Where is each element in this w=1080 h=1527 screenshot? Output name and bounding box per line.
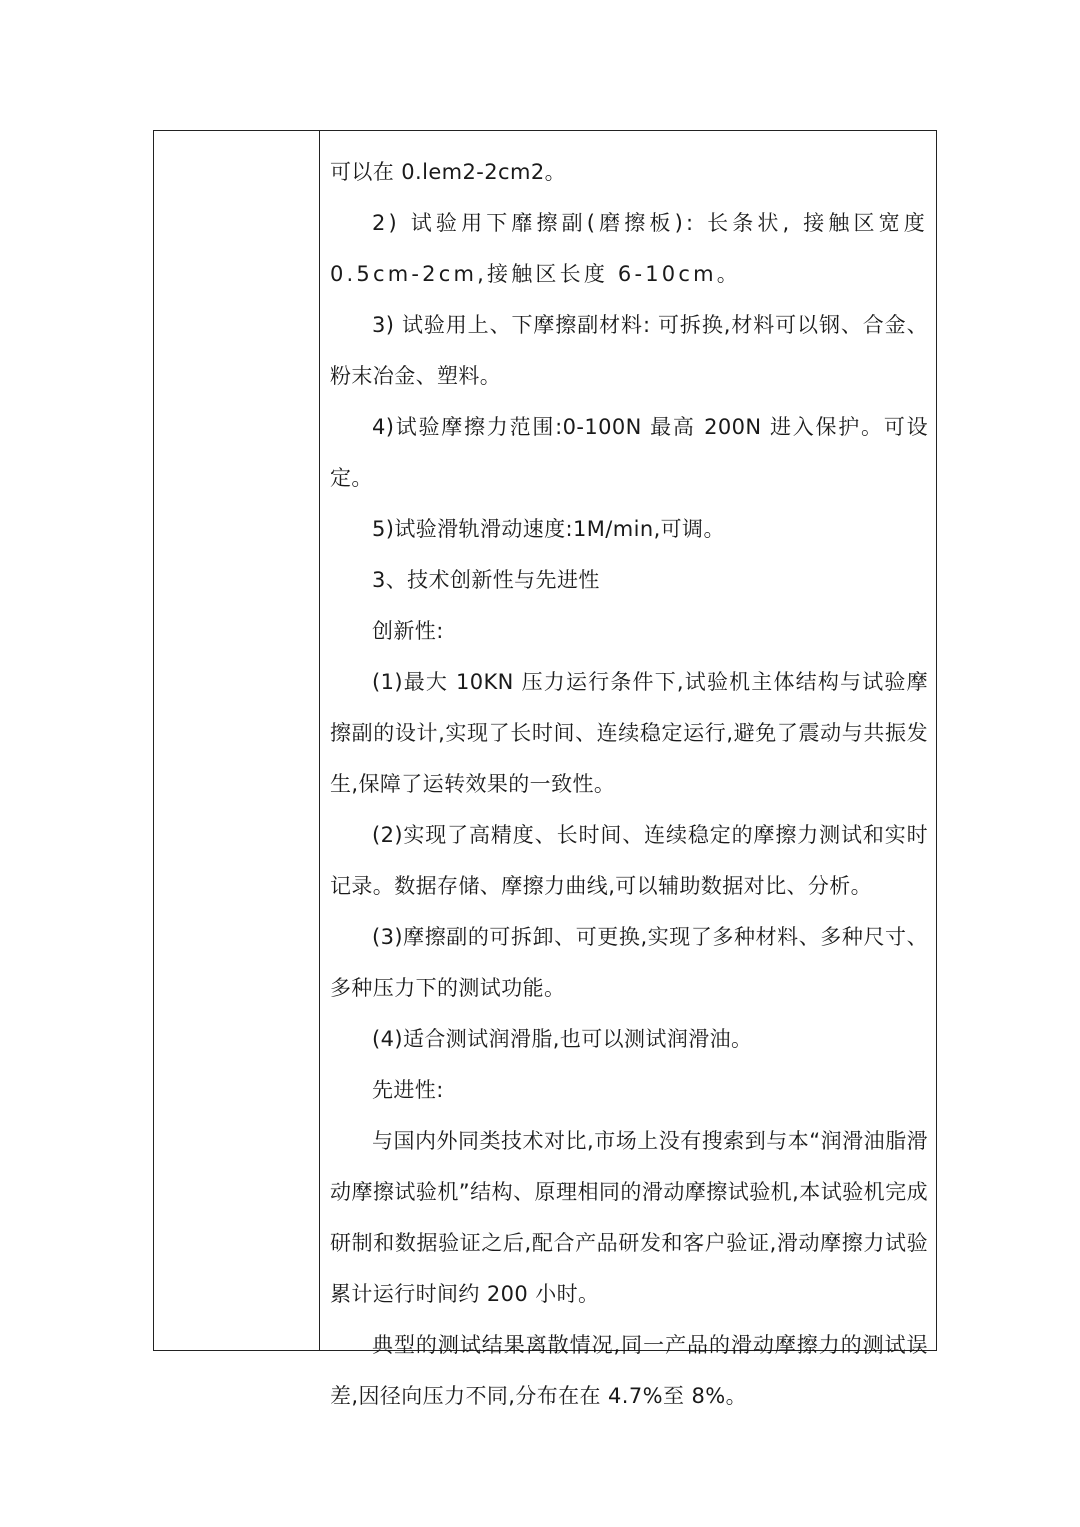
paragraph-innovation-2: (2)实现了高精度、长时间、连续稳定的摩擦力测试和实时记录。数据存储、摩擦力曲线,可以辅助数据对比、分析。 — [330, 823, 928, 898]
table-left-column — [154, 131, 320, 1350]
subheading-advancement: 先进性: — [372, 1078, 444, 1102]
paragraph-3: 3) 试验用上、下摩擦副材料: 可拆换,材料可以钢、合金、粉末冶金、塑料。 — [330, 313, 928, 388]
subheading-innovation: 创新性: — [372, 619, 444, 643]
paragraph-4: 4)试验摩擦力范围:0-100N 最高 200N 进入保护。可设定。 — [330, 415, 928, 490]
table-content-cell — [320, 131, 936, 1408]
paragraph-innovation-1: (1)最大 10KN 压力运行条件下,试验机主体结构与试验摩擦副的设计,实现了长时间、连续稳定运行,避免了震动与共振发生,保障了运转效果的一致性。 — [330, 670, 928, 796]
paragraph-1: 可以在 0.lem2-2cm2。 — [330, 160, 566, 184]
section-heading-innovation: 3、技术创新性与先进性 — [372, 568, 600, 592]
paragraph-innovation-3: (3)摩擦副的可拆卸、可更换,实现了多种材料、多种尺寸、多种压力下的测试功能。 — [330, 925, 928, 1000]
paragraph-advancement: 与国内外同类技术对比,市场上没有搜索到与本“润滑油脂滑动摩擦试验机”结构、原理相同的滑动摩擦试验机,本试验机完成研制和数据验证之后,配合产品研发和客户验证,滑动摩擦力试验累计运行时间约 200 小时。 — [330, 1129, 928, 1306]
paragraph-5: 5)试验滑轨滑动速度:1M/min,可调。 — [372, 517, 725, 541]
paragraph-innovation-4: (4)适合测试润滑脂,也可以测试润滑油。 — [372, 1027, 753, 1051]
paragraph-test-results: 典型的测试结果离散情况,同一产品的滑动摩擦力的测试误差,因径向压力不同,分布在在 4.7%至 8%。 — [330, 1333, 928, 1408]
document-table — [153, 130, 937, 1408]
paragraph-2: 2) 试验用下靡擦副(磨擦板): 长条状, 接触区宽度 0.5cm-2cm,接触区长度 6-10cm。 — [330, 211, 928, 286]
